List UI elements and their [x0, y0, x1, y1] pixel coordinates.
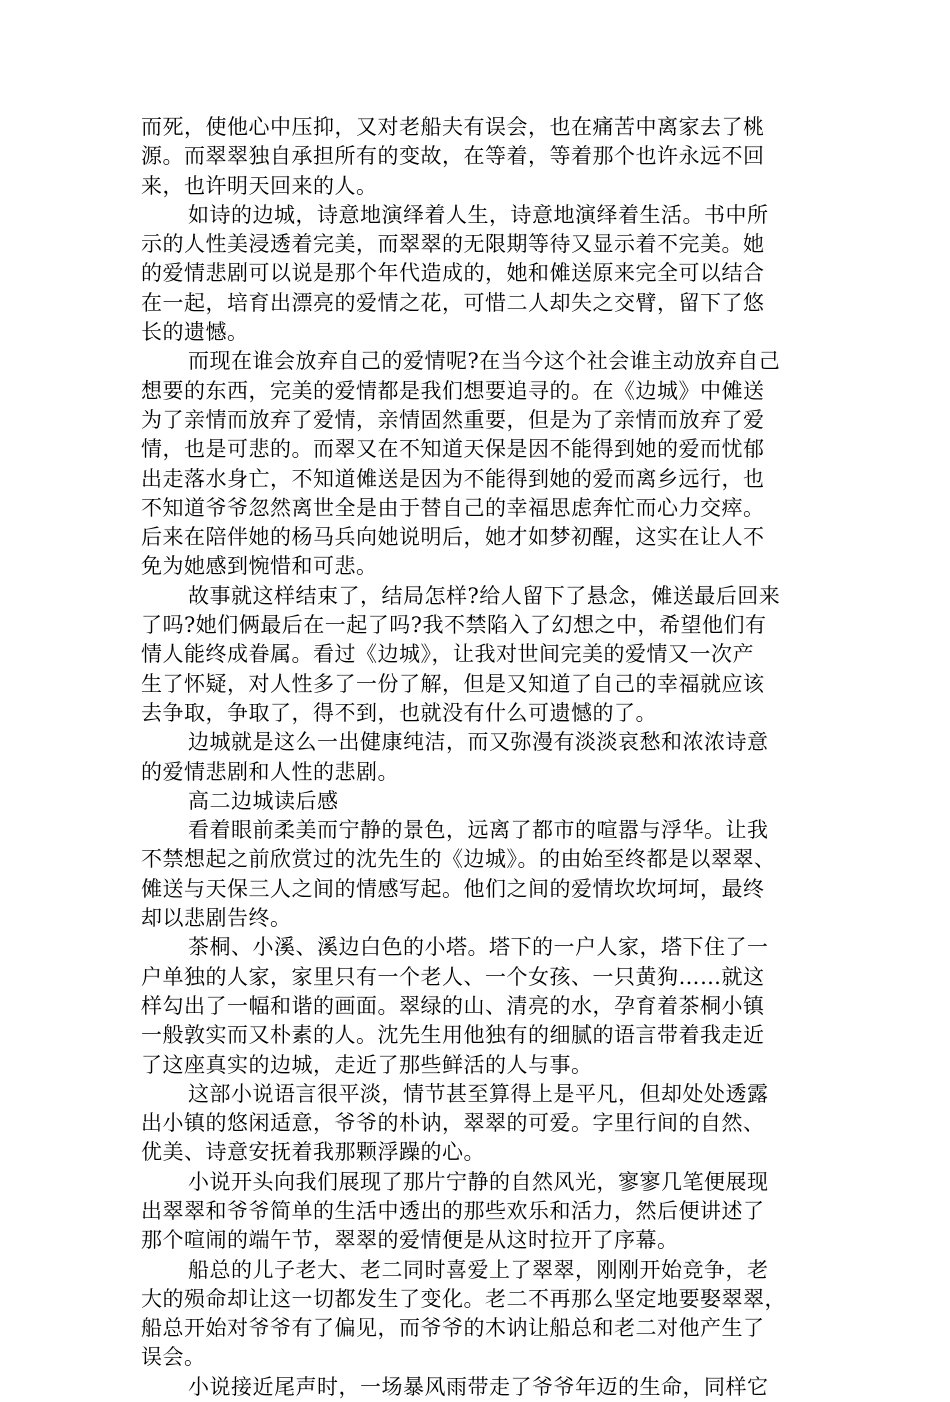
text-line: 而现在谁会放弃自己的爱情呢?在当今这个社会谁主动放弃自己	[188, 349, 781, 374]
text-line: 来，也许明天回来的人。	[141, 173, 378, 198]
text-line: 大的殒命却让这一切都发生了变化。老二不再那么坚定地要娶翠翠，	[141, 1286, 786, 1311]
text-line: 免为她感到惋惜和可悲。	[141, 554, 378, 579]
text-line: 如诗的边城，诗意地演绎着人生，诗意地演绎着生活。书中所	[188, 202, 769, 227]
text-line: 的爱情悲剧和人性的悲剧。	[141, 759, 399, 784]
text-line: 样勾出了一幅和谐的画面。翠绿的山、清亮的水，孕育着茶桐小镇	[141, 993, 765, 1018]
text-line: 生了怀疑，对人性多了一份了解，但是又知道了自己的幸福就应该	[141, 671, 765, 696]
text-line: 傩送与天保三人之间的情感写起。他们之间的爱情坎坎坷坷，最终	[141, 876, 765, 901]
text-line: 优美、诗意安抚着我那颗浮躁的心。	[141, 1140, 485, 1165]
document-body	[141, 113, 813, 1402]
text-line: 故事就这样结束了，结局怎样?给人留下了悬念，傩送最后回来	[188, 583, 781, 608]
text-line: 小说接近尾声时，一场暴风雨带走了爷爷年迈的生命，同样它	[188, 1374, 769, 1399]
text-line: 小说开头向我们展现了那片宁静的自然风光，寥寥几笔便展现	[188, 1169, 769, 1194]
text-line: 出走落水身亡，不知道傩送是因为不能得到她的爱而离乡远行，也	[141, 466, 765, 491]
text-line: 出翠翠和爷爷简单的生活中透出的那些欢乐和活力，然后便讲述了	[141, 1198, 765, 1223]
text-line: 看着眼前柔美而宁静的景色，远离了都市的喧嚣与浮华。让我	[188, 818, 769, 843]
text-line: 长的遗憾。	[141, 320, 249, 345]
text-line: 这部小说语言很平淡，情节甚至算得上是平凡，但却处处透露	[188, 1081, 769, 1106]
text-line: 情人能终成眷属。看过《边城》，让我对世间完美的爱情又一次产	[141, 642, 754, 667]
text-line: 却以悲剧告终。	[141, 906, 292, 931]
text-line: 为了亲情而放弃了爱情，亲情固然重要，但是为了亲情而放弃了爱	[141, 407, 765, 432]
text-line: 不禁想起之前欣赏过的沈先生的《边城》。的由始至终都是以翠翠、	[141, 847, 776, 872]
text-line: 情，也是可悲的。而翠又在不知道天保是因不能得到她的爱而忧郁	[141, 437, 765, 462]
text-line: 想要的东西，完美的爱情都是我们想要追寻的。在《边城》中傩送	[141, 378, 765, 403]
text-line: 高二边城读后感	[188, 788, 339, 813]
text-line: 去争取，争取了，得不到，也就没有什么可遗憾的了。	[141, 700, 657, 725]
text-line: 了这座真实的边城，走近了那些鲜活的人与事。	[141, 1052, 593, 1077]
text-line: 出小镇的悠闲适意，爷爷的朴讷，翠翠的可爱。字里行间的自然、	[141, 1111, 765, 1136]
text-line: 一般敦实而又朴素的人。沈先生用他独有的细腻的语言带着我走近	[141, 1023, 765, 1048]
text-line: 源。而翠翠独自承担所有的变故，在等着，等着那个也许永远不回	[141, 144, 765, 169]
text-line: 的爱情悲剧可以说是那个年代造成的，她和傩送原来完全可以结合	[141, 261, 765, 286]
text-line: 示的人性美浸透着完美，而翠翠的无限期等待又显示着不完美。她	[141, 232, 765, 257]
text-line: 误会。	[141, 1345, 206, 1370]
text-line: 不知道爷爷忽然离世全是由于替自己的幸福思虑奔忙而心力交瘁。	[141, 495, 765, 520]
text-line: 边城就是这么一出健康纯洁，而又弥漫有淡淡哀愁和浓浓诗意	[188, 730, 769, 755]
text-line: 而死，使他心中压抑，又对老船夫有误会，也在痛苦中离家去了桃	[141, 115, 765, 139]
text-line: 船总开始对爷爷有了偏见，而爷爷的木讷让船总和老二对他产生了	[141, 1316, 765, 1341]
text-line: 了吗?她们俩最后在一起了吗?我不禁陷入了幻想之中，希望他们有	[141, 613, 767, 638]
text-line: 那个喧闹的端午节，翠翠的爱情便是从这时拉开了序幕。	[141, 1228, 679, 1253]
text-line: 户单独的人家，家里只有一个老人、一个女孩、一只黄狗……就这	[141, 964, 765, 989]
text-line: 船总的儿子老大、老二同时喜爱上了翠翠，刚刚开始竞争，老	[188, 1257, 769, 1282]
text-line: 后来在陪伴她的杨马兵向她说明后，她才如梦初醒，这实在让人不	[141, 525, 765, 550]
text-line: 茶桐、小溪、溪边白色的小塔。塔下的一户人家，塔下住了一	[188, 935, 769, 960]
text-line: 在一起，培育出漂亮的爱情之花，可惜二人却失之交臂，留下了悠	[141, 290, 765, 315]
